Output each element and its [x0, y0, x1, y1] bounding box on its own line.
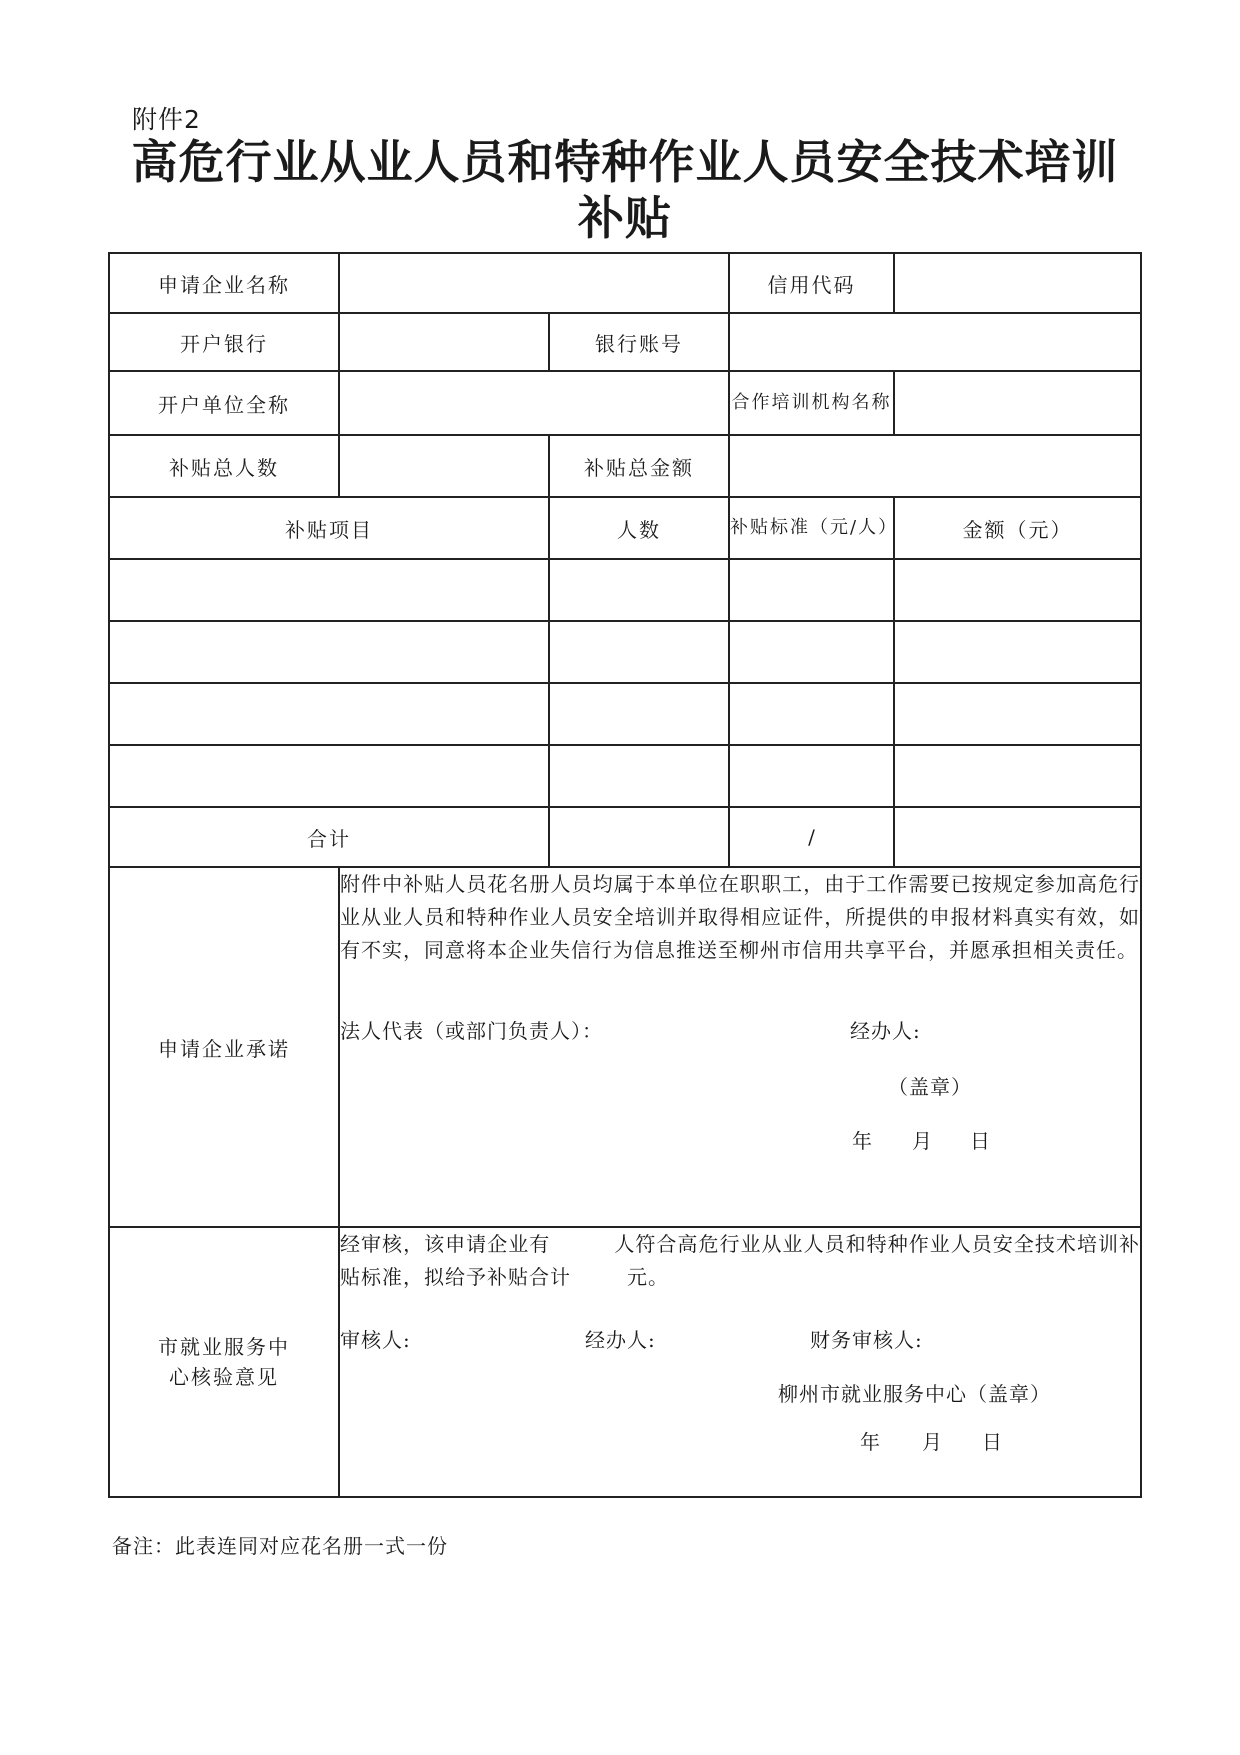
account-holder-field[interactable] [339, 371, 729, 435]
review-signature-row [340, 1324, 1140, 1358]
review-content [339, 1227, 1141, 1497]
total-amount-label: 补贴总金额 [549, 435, 729, 497]
amount-cell[interactable] [894, 621, 1141, 683]
count-cell[interactable] [549, 745, 729, 807]
training-org-field[interactable] [894, 371, 1141, 435]
legal-rep-label: 法人代表（或部门负责人）： [340, 1019, 603, 1043]
review-text-part2: 人符合高危行业从业人员和特种作业人员安全技术培训补贴标准，拟给予补贴合计 [340, 1232, 1141, 1289]
center-seal-row [340, 1378, 1140, 1412]
attachment-label: 附件2 [132, 105, 201, 134]
bank-account-label: 银行账号 [549, 313, 729, 371]
total-label: 合计 [109, 807, 549, 867]
footnote: 备注：此表连同对应花名册一式一份 [112, 1534, 448, 1558]
count-cell[interactable] [549, 683, 729, 745]
total-people-field[interactable] [339, 435, 549, 497]
review-year: 年 [860, 1430, 881, 1454]
col-header-standard: 补贴标准（元/人） [729, 497, 894, 559]
review-text-part1: 经审核，该申请企业有 [340, 1232, 551, 1256]
reviewer-label: 审核人: [340, 1328, 411, 1352]
standard-cell[interactable] [729, 745, 894, 807]
col-header-amount: 金额（元） [894, 497, 1141, 559]
count-cell[interactable] [549, 621, 729, 683]
credit-code-label: 信用代码 [729, 253, 894, 313]
item-cell[interactable] [109, 745, 549, 807]
subsidy-application-form [108, 252, 1142, 1498]
table-row [109, 621, 1141, 683]
total-count-cell[interactable] [549, 807, 729, 867]
review-label: 市就业服务中心核验意见 [109, 1227, 339, 1497]
standard-cell[interactable] [729, 559, 894, 621]
commitment-month: 月 [912, 1129, 933, 1153]
total-amount-field[interactable] [729, 435, 1141, 497]
table-row [109, 745, 1141, 807]
amount-cell[interactable] [894, 745, 1141, 807]
account-holder-label: 开户单位全称 [109, 371, 339, 435]
page-title: 高危行业从业人员和特种作业人员安全技术培训 [131, 135, 1119, 189]
commitment-signature-row [340, 1015, 1140, 1049]
finance-reviewer-label: 财务审核人: [810, 1328, 923, 1352]
count-cell[interactable] [549, 559, 729, 621]
table-row [109, 683, 1141, 745]
center-seal: 柳州市就业服务中心（盖章） [778, 1382, 1051, 1406]
review-handler-label: 经办人: [585, 1328, 656, 1352]
review-month: 月 [922, 1430, 943, 1454]
commitment-content [339, 867, 1141, 1227]
credit-code-field[interactable] [894, 253, 1141, 313]
commitment-label: 申请企业承诺 [109, 867, 339, 1227]
col-header-count: 人数 [549, 497, 729, 559]
item-cell[interactable] [109, 621, 549, 683]
standard-cell[interactable] [729, 683, 894, 745]
review-date-row [340, 1426, 1140, 1460]
page-title-line2: 补贴 [578, 191, 672, 245]
commitment-year: 年 [852, 1129, 873, 1153]
total-row [109, 807, 1141, 867]
commitment-day: 日 [970, 1129, 991, 1153]
col-header-item: 补贴项目 [109, 497, 549, 559]
commitment-seal-row [340, 1071, 1140, 1105]
total-amount-cell[interactable] [894, 807, 1141, 867]
commitment-date-row [340, 1125, 1140, 1159]
bank-account-field[interactable] [729, 313, 1141, 371]
item-cell[interactable] [109, 683, 549, 745]
amount-cell[interactable] [894, 559, 1141, 621]
item-cell[interactable] [109, 559, 549, 621]
bank-label: 开户银行 [109, 313, 339, 371]
commitment-text: 附件中补贴人员花名册人员均属于本单位在职职工，由于工作需要已按规定参加高危行业从业人员和特种作业人员安全培训并取得相应证件，所提供的申报材料真实有效，如有不实，同意将本企业失信行为信息推送至柳州市信用共享平台，并愿承担相关责任。 [340, 872, 1140, 962]
total-standard-slash: / [729, 807, 894, 867]
amount-cell[interactable] [894, 683, 1141, 745]
review-text-part3: 元。 [627, 1265, 669, 1289]
commitment-handler-label: 经办人: [850, 1019, 921, 1043]
review-day: 日 [982, 1430, 1003, 1454]
commitment-seal: （盖章） [888, 1075, 972, 1099]
table-row [109, 559, 1141, 621]
bank-field[interactable] [339, 313, 549, 371]
standard-cell[interactable] [729, 621, 894, 683]
company-name-label: 申请企业名称 [109, 253, 339, 313]
company-name-field[interactable] [339, 253, 729, 313]
total-people-label: 补贴总人数 [109, 435, 339, 497]
training-org-label: 合作培训机构名称 [729, 371, 894, 435]
review-text [340, 1228, 1140, 1294]
